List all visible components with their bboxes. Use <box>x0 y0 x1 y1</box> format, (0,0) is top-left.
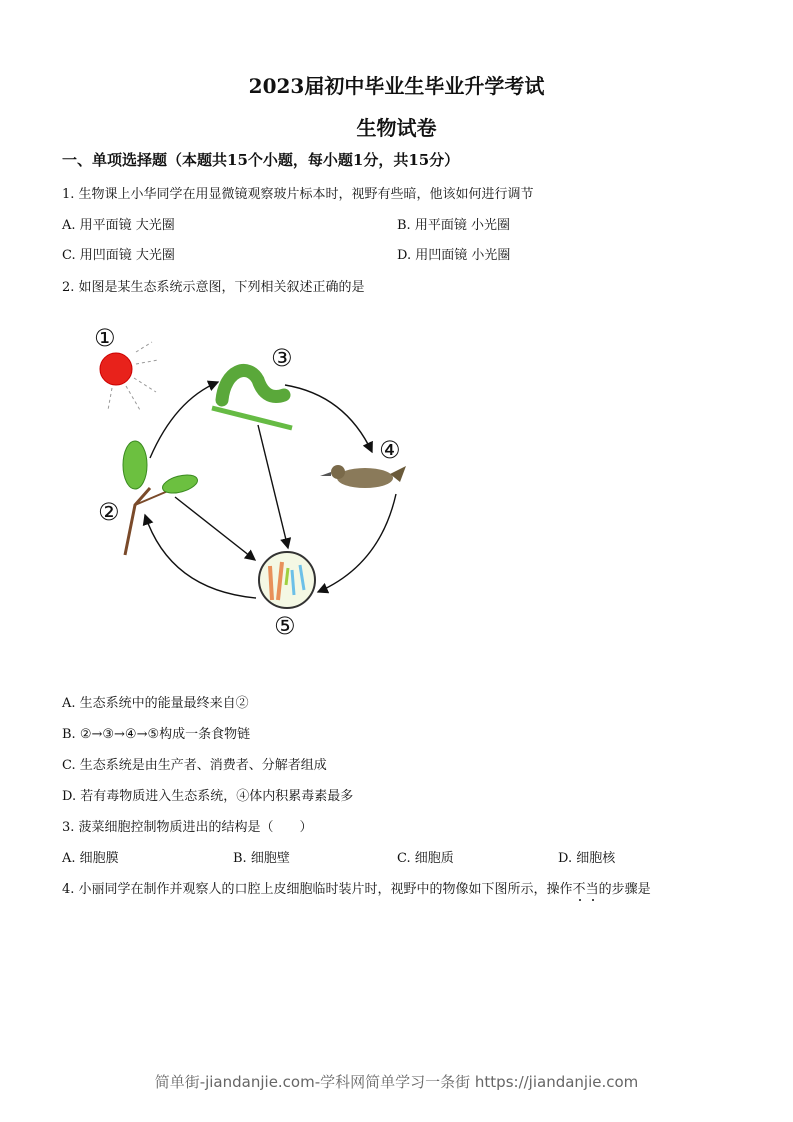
q2-option-a: A. 生态系统中的能量最终来自② <box>62 696 249 711</box>
caterpillar-icon <box>212 370 292 428</box>
decomposer-icon <box>259 552 315 608</box>
q4-emphasis-char: 不 <box>572 882 586 897</box>
q1-option-a: A. 用平面镜 大光圈 <box>62 218 175 233</box>
q1-option-d: D. 用凹面镜 小光圈 <box>397 248 511 263</box>
footer-watermark: 简单街-jiandanjie.com-学科网简单学习一条街 https://jiandanjie.com <box>154 1073 639 1091</box>
label-plant: ② <box>98 498 120 526</box>
q4-stem-text: 4. 小丽同学在制作并观察人的口腔上皮细胞临时装片时，视野中的物像如下图所示，操作 <box>62 882 573 897</box>
q3-option-c: C. 细胞质 <box>397 851 454 866</box>
q1-option-b: B. 用平面镜 小光圈 <box>397 218 510 233</box>
q2-option-c: C. 生态系统是由生产者、消费者、分解者组成 <box>62 758 327 773</box>
exam-title: 2023届初中毕业生毕业升学考试 <box>248 74 545 98</box>
label-decomposer: ⑤ <box>274 612 296 640</box>
q1-option-c: C. 用凹面镜 大光圈 <box>62 248 175 263</box>
q4-stem-end: 的步骤是 <box>598 882 651 897</box>
q3-option-d: D. 细胞核 <box>558 851 616 866</box>
q3-option-a: A. 细胞膜 <box>62 851 119 866</box>
q3-option-b: B. 细胞壁 <box>233 851 290 866</box>
q4-emphasis-char: 当 <box>585 882 599 897</box>
exam-subtitle: 生物试卷 <box>356 116 437 140</box>
plant-icon <box>123 441 199 555</box>
label-caterpillar: ③ <box>271 344 293 372</box>
question-3-stem: 3. 菠菜细胞控制物质进出的结构是（ ） <box>62 820 313 835</box>
label-sun: ① <box>94 324 116 352</box>
label-bird: ④ <box>379 436 401 464</box>
question-4-stem <box>62 878 651 897</box>
q2-option-b: B. ②→③→④→⑤构成一条食物链 <box>62 727 251 742</box>
bird-icon <box>320 465 406 488</box>
question-2-stem: 2. 如图是某生态系统示意图，下列相关叙述正确的是 <box>62 280 365 295</box>
sun-icon <box>100 342 158 410</box>
question-1-stem: 1. 生物课上小华同学在用显微镜观察玻片标本时，视野有些暗，他该如何进行调节 <box>62 187 534 202</box>
section-heading: 一、单项选择题（本题共15个小题，每小题1分，共15分） <box>62 151 460 169</box>
q2-option-d: D. 若有毒物质进入生态系统，④体内积累毒素最多 <box>62 789 354 804</box>
